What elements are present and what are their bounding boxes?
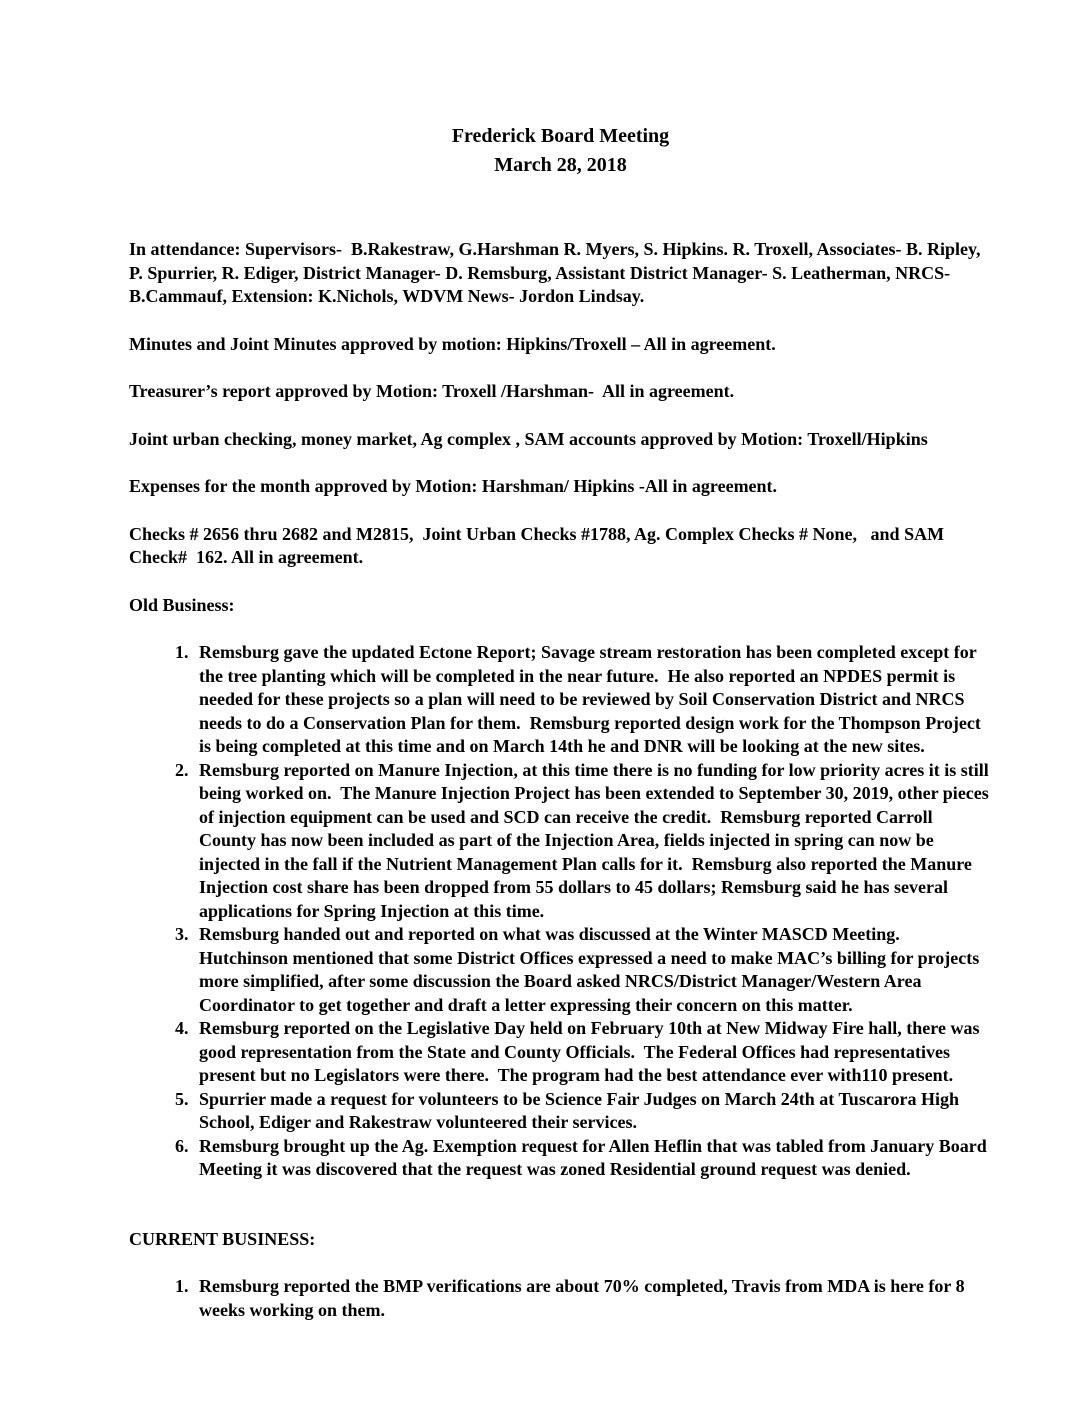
old-business-list bbox=[129, 641, 992, 1182]
old-business-item: 3. Remsburg handed out and reported on what was discussed at the Winter MASCD Meeting. Hutchinson mentioned that some District Offices expressed a need to make MAC’s billing for projects more simplified, after some discussion the Board asked NRCS/District Manager/Western Area Coordinator to get together and draft a letter expressing their concern on this matter. bbox=[193, 923, 992, 1017]
treasurers-report-paragraph: Treasurer’s report approved by Motion: Troxell /Harshman- All in agreement. bbox=[129, 381, 735, 401]
accounts-motion-paragraph: Joint urban checking, money market, Ag complex , SAM accounts approved by Motion: Troxell/Hipkins bbox=[129, 428, 928, 449]
current-business-heading: CURRENT BUSINESS: bbox=[129, 1228, 316, 1249]
document-body bbox=[129, 238, 992, 1322]
expenses-motion-paragraph: Expenses for the month approved by Motion: Harshman/ Hipkins -All in agreement. bbox=[129, 476, 778, 496]
old-business-item: 5. Spurrier made a request for volunteers to be Science Fair Judges on March 24th at Tuscarora High School, Ediger and Rakestraw volunteered their services. bbox=[193, 1088, 992, 1135]
minutes-motion-paragraph: Minutes and Joint Minutes approved by motion: Hipkins/Troxell – All in agreement. bbox=[129, 333, 776, 354]
document-header bbox=[129, 122, 992, 180]
attendance-paragraph: In attendance: Supervisors- B.Rakestraw, G.Harshman R. Myers, S. Hipkins. R. Troxell, Associates- B. Ripley, P. Spurrier, R. Ediger, District Manager- D. Remsburg, Assistant District Manager- S. Leatherman, NRCS- B.Cammauf, Extension: K.Nichols, WDVM News- Jordon Lindsay. bbox=[129, 239, 986, 306]
document-title: Frederick Board Meeting bbox=[451, 125, 670, 147]
old-business-item: 2. Remsburg reported on Manure Injection, at this time there is no funding for low priority acres it is still being worked on. The Manure Injection Project has been extended to September 30, 2019, other pieces of injection equipment can be used and SCD can receive the credit. Remsburg reported Carroll County has now been included as part of the Injection Area, fields injected in spring can now be injected in the fall if the Nutrient Management Plan calls for it. Remsburg also reported the Manure Injection cost share has been dropped from 55 dollars to 45 dollars; Remsburg said he has several applications for Spring Injection at this time. bbox=[193, 759, 992, 924]
old-business-heading: Old Business: bbox=[129, 594, 235, 615]
old-business-item: 1. Remsburg gave the updated Ectone Report; Savage stream restoration has been completed except for the tree planting which will be completed in the near future. He also reported an NPDES permit is needed for these projects so a plan will need to be reviewed by Soil Conservation District and NRCS needs to do a Conservation Plan for them. Remsburg reported design work for the Thompson Project is being completed at this time and on March 14th he and DNR will be looking at the new sites. bbox=[193, 641, 992, 759]
current-business-list bbox=[129, 1275, 992, 1322]
old-business-item: 6. Remsburg brought up the Ag. Exemption request for Allen Heflin that was tabled from January Board Meeting it was discovered that the request was zoned Residential ground request was denied. bbox=[193, 1135, 992, 1182]
checks-paragraph: Checks # 2656 thru 2682 and M2815, Joint Urban Checks #1788, Ag. Complex Checks # None, and SAM Check# 162. All in agreement. bbox=[129, 523, 949, 567]
document-date: March 28, 2018 bbox=[494, 154, 627, 176]
current-business-item: 1. Remsburg reported the BMP verifications are about 70% completed, Travis from MDA is here for 8 weeks working on them. bbox=[193, 1275, 992, 1322]
old-business-item: 4. Remsburg reported on the Legislative Day held on February 10th at New Midway Fire hall, there was good representation from the State and County Officials. The Federal Offices had representatives present but no Legislators were there. The program had the best attendance ever with110 present. bbox=[193, 1017, 992, 1088]
